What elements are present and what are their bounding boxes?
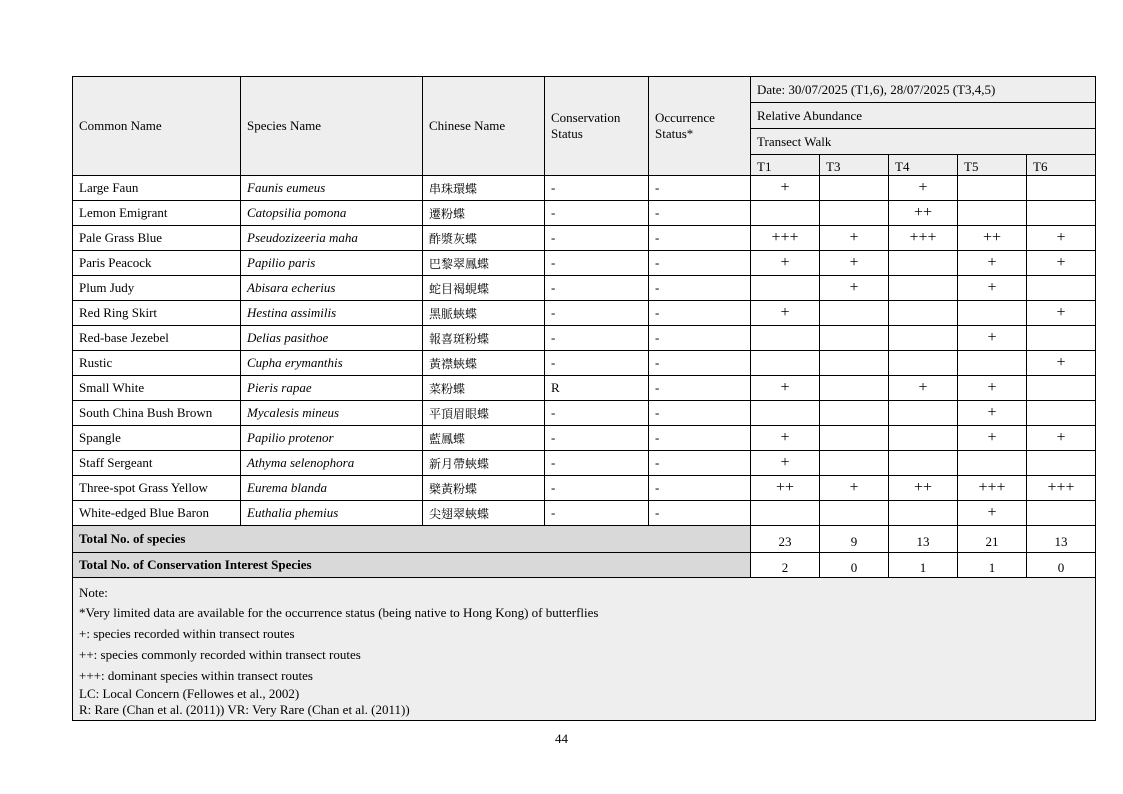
species-name-cell: Eurema blanda bbox=[241, 476, 423, 501]
abundance-cell-t1 bbox=[751, 201, 820, 226]
species-name-cell: Athyma selenophora bbox=[241, 451, 423, 476]
abundance-cell-t5: +++ bbox=[958, 476, 1027, 501]
abundance-cell-t3 bbox=[820, 501, 889, 526]
occurrence-status-cell: - bbox=[649, 376, 751, 401]
species-row bbox=[73, 276, 1096, 301]
species-row bbox=[73, 326, 1096, 351]
butterfly-survey-table bbox=[72, 76, 1096, 721]
common-name-cell: Pale Grass Blue bbox=[73, 226, 241, 251]
header-conservation-status: Conservation Status bbox=[545, 77, 649, 176]
species-row bbox=[73, 501, 1096, 526]
total-species-count: 13 bbox=[1027, 526, 1096, 553]
note-line: ++: species commonly recorded within transect routes bbox=[79, 647, 361, 662]
abundance-cell-t4 bbox=[889, 276, 958, 301]
total-species-count: 9 bbox=[820, 526, 889, 553]
abundance-cell-t4: +++ bbox=[889, 226, 958, 251]
note-line: LC: Local Concern (Fellowes et al., 2002) bbox=[79, 686, 300, 701]
abundance-cell-t3: + bbox=[820, 226, 889, 251]
abundance-cell-t1: + bbox=[751, 176, 820, 201]
abundance-cell-t5: + bbox=[958, 326, 1027, 351]
header-transect-walk: Transect Walk bbox=[751, 129, 1096, 155]
abundance-cell-t6: + bbox=[1027, 251, 1096, 276]
species-name-cell: Pseudozizeeria maha bbox=[241, 226, 423, 251]
abundance-cell-t1: + bbox=[751, 376, 820, 401]
abundance-cell-t3: + bbox=[820, 251, 889, 276]
occurrence-status-cell: - bbox=[649, 176, 751, 201]
common-name-cell: Red-base Jezebel bbox=[73, 326, 241, 351]
total-species-count: 21 bbox=[958, 526, 1027, 553]
conservation-status-cell: R bbox=[545, 376, 649, 401]
abundance-cell-t3 bbox=[820, 201, 889, 226]
abundance-cell-t4 bbox=[889, 451, 958, 476]
species-name-cell: Papilio paris bbox=[241, 251, 423, 276]
conservation-interest-count: 0 bbox=[820, 553, 889, 578]
conservation-status-cell: - bbox=[545, 176, 649, 201]
common-name-cell: South China Bush Brown bbox=[73, 401, 241, 426]
abundance-cell-t1: + bbox=[751, 301, 820, 326]
species-row bbox=[73, 201, 1096, 226]
occurrence-status-cell: - bbox=[649, 251, 751, 276]
abundance-cell-t3 bbox=[820, 426, 889, 451]
note-line: R: Rare (Chan et al. (2011)) VR: Very Rare (Chan et al. (2011)) bbox=[79, 702, 410, 717]
abundance-cell-t6: + bbox=[1027, 426, 1096, 451]
conservation-status-cell: - bbox=[545, 501, 649, 526]
header-species-name: Species Name bbox=[241, 77, 423, 176]
header-chinese-name: Chinese Name bbox=[423, 77, 545, 176]
abundance-cell-t1 bbox=[751, 326, 820, 351]
common-name-cell: Spangle bbox=[73, 426, 241, 451]
chinese-name-cell: 尖翅翠蛺蝶 bbox=[423, 501, 545, 526]
abundance-cell-t6 bbox=[1027, 401, 1096, 426]
header-relative-abundance: Relative Abundance bbox=[751, 103, 1096, 129]
abundance-cell-t1: ++ bbox=[751, 476, 820, 501]
common-name-cell: Large Faun bbox=[73, 176, 241, 201]
species-row bbox=[73, 376, 1096, 401]
abundance-cell-t5: + bbox=[958, 376, 1027, 401]
species-name-cell: Euthalia phemius bbox=[241, 501, 423, 526]
species-name-cell: Mycalesis mineus bbox=[241, 401, 423, 426]
abundance-cell-t3 bbox=[820, 326, 889, 351]
occurrence-status-cell: - bbox=[649, 351, 751, 376]
chinese-name-cell: 黃襟蛺蝶 bbox=[423, 351, 545, 376]
species-name-cell: Catopsilia pomona bbox=[241, 201, 423, 226]
occurrence-status-cell: - bbox=[649, 326, 751, 351]
abundance-cell-t3: + bbox=[820, 476, 889, 501]
common-name-cell: Rustic bbox=[73, 351, 241, 376]
species-name-cell: Cupha erymanthis bbox=[241, 351, 423, 376]
abundance-cell-t5: + bbox=[958, 251, 1027, 276]
abundance-cell-t5 bbox=[958, 201, 1027, 226]
species-row bbox=[73, 426, 1096, 451]
species-row bbox=[73, 251, 1096, 276]
abundance-cell-t5: + bbox=[958, 401, 1027, 426]
abundance-cell-t3 bbox=[820, 176, 889, 201]
chinese-name-cell: 報喜斑粉蝶 bbox=[423, 326, 545, 351]
abundance-cell-t4 bbox=[889, 401, 958, 426]
abundance-cell-t4: ++ bbox=[889, 476, 958, 501]
occurrence-status-cell: - bbox=[649, 451, 751, 476]
common-name-cell: White-edged Blue Baron bbox=[73, 501, 241, 526]
header-transect-t5: T5 bbox=[958, 155, 1027, 176]
notes-title: Note: bbox=[79, 585, 108, 600]
species-row bbox=[73, 451, 1096, 476]
abundance-cell-t1 bbox=[751, 276, 820, 301]
chinese-name-cell: 檗黃粉蝶 bbox=[423, 476, 545, 501]
abundance-cell-t6: + bbox=[1027, 351, 1096, 376]
page-number: 44 bbox=[555, 731, 568, 746]
total-species-count: 23 bbox=[751, 526, 820, 553]
common-name-cell: Three-spot Grass Yellow bbox=[73, 476, 241, 501]
conservation-status-cell: - bbox=[545, 201, 649, 226]
abundance-cell-t5: + bbox=[958, 276, 1027, 301]
note-line: +: species recorded within transect routes bbox=[79, 626, 295, 641]
species-name-cell: Pieris rapae bbox=[241, 376, 423, 401]
species-name-cell: Faunis eumeus bbox=[241, 176, 423, 201]
abundance-cell-t1 bbox=[751, 351, 820, 376]
abundance-cell-t5 bbox=[958, 451, 1027, 476]
notes-block bbox=[73, 578, 1096, 721]
common-name-cell: Plum Judy bbox=[73, 276, 241, 301]
abundance-cell-t5 bbox=[958, 301, 1027, 326]
abundance-cell-t3 bbox=[820, 401, 889, 426]
species-row bbox=[73, 351, 1096, 376]
abundance-cell-t3 bbox=[820, 376, 889, 401]
abundance-cell-t4 bbox=[889, 326, 958, 351]
chinese-name-cell: 蛇目褐蜆蝶 bbox=[423, 276, 545, 301]
header-common-name: Common Name bbox=[73, 77, 241, 176]
abundance-cell-t4 bbox=[889, 301, 958, 326]
chinese-name-cell: 黑脈蛺蝶 bbox=[423, 301, 545, 326]
occurrence-status-cell: - bbox=[649, 476, 751, 501]
common-name-cell: Lemon Emigrant bbox=[73, 201, 241, 226]
chinese-name-cell: 新月帶蛺蝶 bbox=[423, 451, 545, 476]
chinese-name-cell: 串珠環蝶 bbox=[423, 176, 545, 201]
abundance-cell-t4: ++ bbox=[889, 201, 958, 226]
species-table-body bbox=[73, 176, 1096, 526]
species-row bbox=[73, 401, 1096, 426]
abundance-cell-t4 bbox=[889, 501, 958, 526]
abundance-cell-t4 bbox=[889, 251, 958, 276]
conservation-status-cell: - bbox=[545, 426, 649, 451]
abundance-cell-t4: + bbox=[889, 376, 958, 401]
chinese-name-cell: 藍鳳蝶 bbox=[423, 426, 545, 451]
abundance-cell-t3: + bbox=[820, 276, 889, 301]
species-name-cell: Delias pasithoe bbox=[241, 326, 423, 351]
species-name-cell: Hestina assimilis bbox=[241, 301, 423, 326]
occurrence-status-cell: - bbox=[649, 226, 751, 251]
abundance-cell-t1: +++ bbox=[751, 226, 820, 251]
abundance-cell-t6 bbox=[1027, 451, 1096, 476]
abundance-cell-t4 bbox=[889, 426, 958, 451]
conservation-interest-count: 0 bbox=[1027, 553, 1096, 578]
chinese-name-cell: 遷粉蝶 bbox=[423, 201, 545, 226]
abundance-cell-t6 bbox=[1027, 326, 1096, 351]
common-name-cell: Paris Peacock bbox=[73, 251, 241, 276]
occurrence-status-cell: - bbox=[649, 426, 751, 451]
conservation-interest-count: 2 bbox=[751, 553, 820, 578]
chinese-name-cell: 菜粉蝶 bbox=[423, 376, 545, 401]
abundance-cell-t6 bbox=[1027, 176, 1096, 201]
abundance-cell-t1: + bbox=[751, 426, 820, 451]
abundance-cell-t6 bbox=[1027, 201, 1096, 226]
abundance-cell-t5: + bbox=[958, 501, 1027, 526]
conservation-status-cell: - bbox=[545, 226, 649, 251]
abundance-cell-t6: + bbox=[1027, 301, 1096, 326]
abundance-cell-t5: ++ bbox=[958, 226, 1027, 251]
conservation-status-cell: - bbox=[545, 476, 649, 501]
abundance-cell-t4: + bbox=[889, 176, 958, 201]
note-line: +++: dominant species within transect routes bbox=[79, 668, 313, 683]
abundance-cell-t1: + bbox=[751, 451, 820, 476]
abundance-cell-t3 bbox=[820, 351, 889, 376]
conservation-interest-count: 1 bbox=[889, 553, 958, 578]
occurrence-status-cell: - bbox=[649, 201, 751, 226]
table-header bbox=[73, 77, 1096, 176]
conservation-status-cell: - bbox=[545, 401, 649, 426]
conservation-status-cell: - bbox=[545, 451, 649, 476]
abundance-cell-t3 bbox=[820, 301, 889, 326]
note-line: *Very limited data are available for the occurrence status (being native to Hong Kong) of butterflies bbox=[79, 605, 599, 620]
common-name-cell: Small White bbox=[73, 376, 241, 401]
totals-section bbox=[73, 526, 1096, 721]
occurrence-status-cell: - bbox=[649, 276, 751, 301]
abundance-cell-t6 bbox=[1027, 276, 1096, 301]
chinese-name-cell: 酢漿灰蝶 bbox=[423, 226, 545, 251]
abundance-cell-t1: + bbox=[751, 251, 820, 276]
total-species-label: Total No. of species bbox=[73, 526, 751, 553]
header-transect-t4: T4 bbox=[889, 155, 958, 176]
header-date: Date: 30/07/2025 (T1,6), 28/07/2025 (T3,4,5) bbox=[751, 77, 1096, 103]
abundance-cell-t6 bbox=[1027, 501, 1096, 526]
header-occurrence-status: Occurrence Status* bbox=[649, 77, 751, 176]
occurrence-status-cell: - bbox=[649, 301, 751, 326]
species-row bbox=[73, 476, 1096, 501]
species-row bbox=[73, 176, 1096, 201]
conservation-status-cell: - bbox=[545, 301, 649, 326]
conservation-status-cell: - bbox=[545, 251, 649, 276]
occurrence-status-cell: - bbox=[649, 401, 751, 426]
header-transect-t1: T1 bbox=[751, 155, 820, 176]
abundance-cell-t5 bbox=[958, 176, 1027, 201]
total-conservation-interest-label: Total No. of Conservation Interest Species bbox=[73, 553, 751, 578]
species-row bbox=[73, 226, 1096, 251]
abundance-cell-t6: +++ bbox=[1027, 476, 1096, 501]
total-species-count: 13 bbox=[889, 526, 958, 553]
species-row bbox=[73, 301, 1096, 326]
species-name-cell: Papilio protenor bbox=[241, 426, 423, 451]
abundance-cell-t6: + bbox=[1027, 226, 1096, 251]
abundance-cell-t3 bbox=[820, 451, 889, 476]
abundance-cell-t5 bbox=[958, 351, 1027, 376]
conservation-status-cell: - bbox=[545, 326, 649, 351]
conservation-status-cell: - bbox=[545, 276, 649, 301]
chinese-name-cell: 巴黎翠鳳蝶 bbox=[423, 251, 545, 276]
common-name-cell: Red Ring Skirt bbox=[73, 301, 241, 326]
abundance-cell-t4 bbox=[889, 351, 958, 376]
abundance-cell-t1 bbox=[751, 401, 820, 426]
common-name-cell: Staff Sergeant bbox=[73, 451, 241, 476]
conservation-interest-count: 1 bbox=[958, 553, 1027, 578]
abundance-cell-t6 bbox=[1027, 376, 1096, 401]
abundance-cell-t5: + bbox=[958, 426, 1027, 451]
header-transect-t6: T6 bbox=[1027, 155, 1096, 176]
conservation-status-cell: - bbox=[545, 351, 649, 376]
abundance-cell-t1 bbox=[751, 501, 820, 526]
occurrence-status-cell: - bbox=[649, 501, 751, 526]
header-transect-t3: T3 bbox=[820, 155, 889, 176]
chinese-name-cell: 平頂眉眼蝶 bbox=[423, 401, 545, 426]
species-name-cell: Abisara echerius bbox=[241, 276, 423, 301]
